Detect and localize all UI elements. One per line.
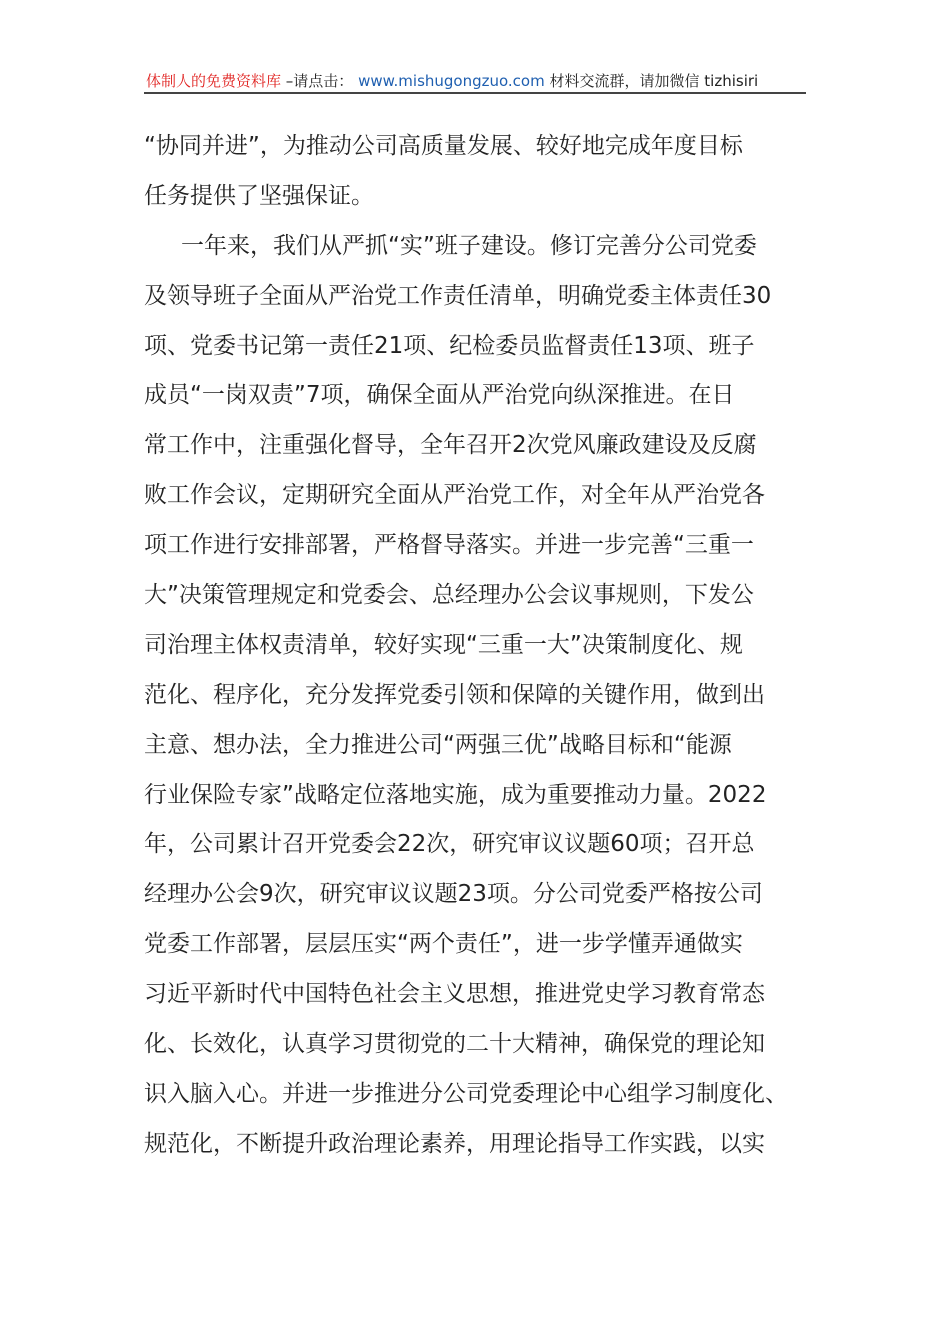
- text-line: “协同并进”，为推动公司高质量发展、较好地完成年度目标: [144, 133, 743, 159]
- text-line: 成员“一岗双责”7项，确保全面从严治党向纵深推进。在日: [144, 382, 735, 409]
- text-line: 化、长效化，认真学习贯彻党的二十大精神，确保党的理论知: [144, 1031, 765, 1058]
- header-brand: 体制人的免费资料库: [146, 72, 282, 90]
- paragraph-start-line: 一年来，我们从严抓“实”班子建设。修订完善分公司党委: [181, 232, 757, 259]
- text-line: 常工作中，注重强化督导，全年召开2次党风廉政建设及反腐: [144, 432, 757, 459]
- text-line: 经理办公会9次，研究审议议题23项。分公司党委严格按公司: [144, 881, 763, 908]
- header-note: 材料交流群，请加微信 tizhisiri: [549, 72, 759, 90]
- header-prompt: –请点击：: [285, 72, 354, 90]
- page-header: [146, 70, 806, 92]
- text-line: 年，公司累计召开党委会22次，研究审议议题60项；召开总: [144, 831, 755, 858]
- text-line: 党委工作部署，层层压实“两个责任”，进一步学懂弄通做实: [144, 931, 743, 958]
- text-line: 大”决策管理规定和党委会、总经理办公会议事规则，下发公: [144, 582, 754, 609]
- text-line: 项、党委书记第一责任21项、纪检委员监督责任13项、班子: [144, 332, 755, 359]
- document-body: [144, 126, 808, 1174]
- text-line: 主意、想办法，全力推进公司“两强三优”战略目标和“能源: [144, 731, 732, 758]
- header-url-link[interactable]: www.mishugongzuo.com: [358, 72, 545, 90]
- text-line: 规范化，不断提升政治理论素养，用理论指导工作实践，以实: [144, 1130, 765, 1157]
- text-line: 项工作进行安排部署，严格督导落实。并进一步完善“三重一: [144, 532, 754, 559]
- text-line: 范化、程序化，充分发挥党委引领和保障的关键作用，做到出: [144, 681, 765, 708]
- text-line: 识入脑入心。并进一步推进分公司党委理论中心组学习制度化、: [144, 1080, 788, 1107]
- header-divider: [144, 92, 806, 94]
- text-line: 败工作会议，定期研究全面从严治党工作，对全年从严治党各: [144, 482, 765, 509]
- text-line: 行业保险专家”战略定位落地实施，成为重要推动力量。2022: [144, 781, 767, 808]
- text-line: 及领导班子全面从严治党工作责任清单，明确党委主体责任30: [144, 282, 772, 309]
- text-line: 任务提供了坚强保证。: [144, 182, 374, 209]
- text-line: 习近平新时代中国特色社会主义思想，推进党史学习教育常态: [144, 981, 765, 1008]
- text-line: 司治理主体权责清单，较好实现“三重一大”决策制度化、规: [144, 631, 743, 658]
